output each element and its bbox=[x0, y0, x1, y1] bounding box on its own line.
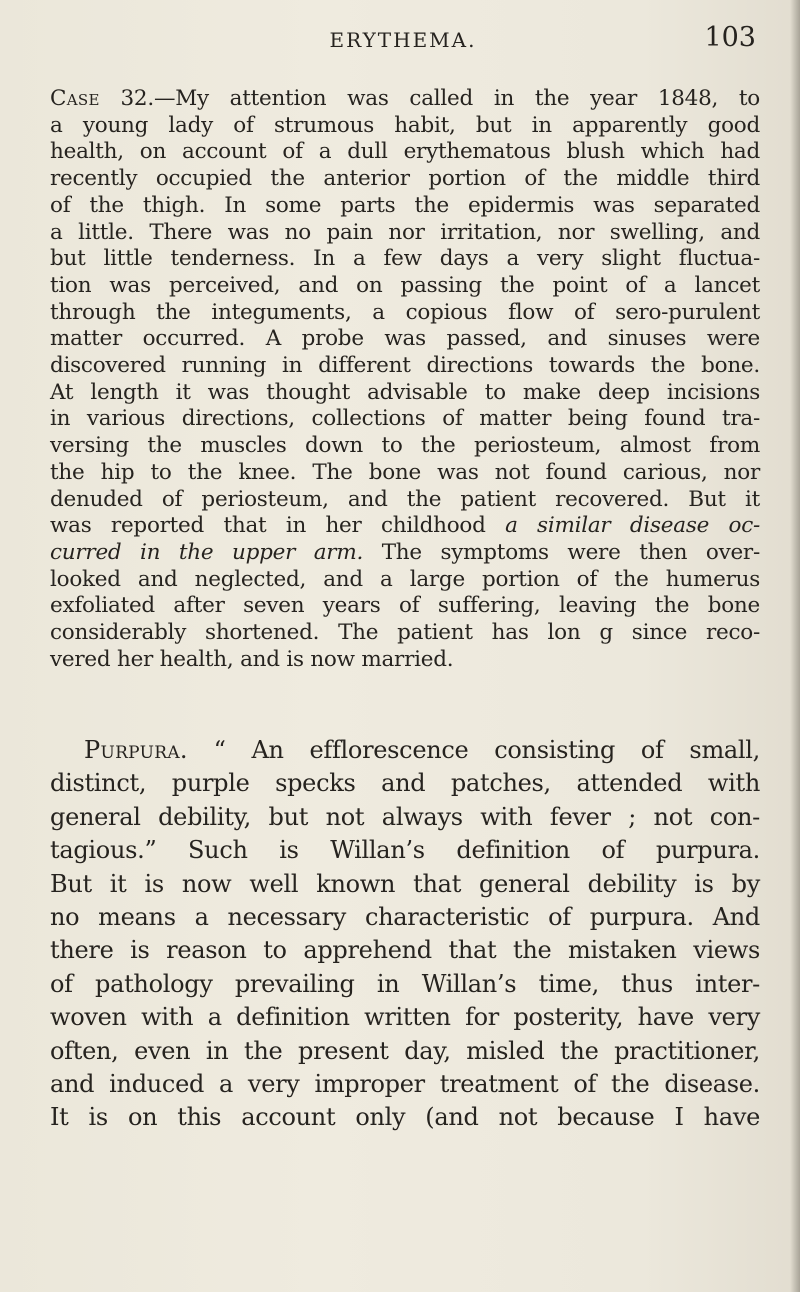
text-line: Case 32.—My attention was called in the year 1848, to bbox=[50, 86, 760, 111]
text-line: the hip to the knee. The bone was not found carious, nor bbox=[50, 459, 760, 485]
text-line: health, on account of a dull erythematous blush which had bbox=[50, 139, 760, 165]
text-line: no means a necessary characteristic of purpura. And bbox=[50, 903, 760, 932]
text-line: of pathology prevailing in Willan’s time, thus inter- bbox=[50, 969, 760, 998]
page-spine-shadow bbox=[790, 0, 800, 1292]
text-line: considerably shortened. The patient has lon g since reco- bbox=[50, 620, 760, 646]
text-line: Purpura. “ An efflorescence consisting of small, bbox=[84, 736, 760, 764]
text-line: a young lady of strumous habit, but in apparently good bbox=[50, 112, 760, 138]
italic-phrase: curred in the upper arm. bbox=[50, 539, 364, 565]
text-line: vered her health, and is now married. bbox=[50, 646, 454, 672]
text-line: often, even in the present day, misled the practitioner, bbox=[50, 1036, 760, 1065]
text-line: woven with a definition written for posterity, have very bbox=[50, 1003, 760, 1032]
text-line: general debility, but not always with fever ; not con- bbox=[50, 802, 760, 831]
running-head: ERYTHEMA. bbox=[329, 28, 477, 52]
page-number: 103 bbox=[704, 22, 756, 53]
italic-phrase: a similar disease oc- bbox=[505, 513, 761, 539]
text-line: curred in the upper arm. The symptoms were then over- bbox=[50, 539, 760, 565]
text-line: versing the muscles down to the periosteum, almost from bbox=[50, 433, 760, 459]
case-32-paragraph bbox=[50, 86, 760, 673]
text-line: recently occupied the anterior portion of the middle third bbox=[50, 166, 760, 192]
text-line: tion was perceived, and on passing the point of a lancet bbox=[50, 272, 760, 298]
text-line: but little tenderness. In a few days a very slight fluctua- bbox=[50, 246, 760, 272]
text-line: exfoliated after seven years of suffering, leaving the bone bbox=[50, 593, 760, 619]
text-line: in various directions, collections of matter being found tra- bbox=[50, 406, 760, 432]
text-line: and induced a very improper treatment of the disease. bbox=[50, 1070, 760, 1099]
text-line: But it is now well known that general debility is by bbox=[50, 869, 760, 898]
case-label: Case bbox=[50, 86, 100, 111]
text-line: denuded of periosteum, and the patient recovered. But it bbox=[50, 486, 760, 512]
text-line: through the integuments, a copious flow of sero-purulent bbox=[50, 299, 760, 325]
text-line: looked and neglected, and a large portion of the humerus bbox=[50, 566, 760, 592]
text-line: there is reason to apprehend that the mistaken views bbox=[50, 936, 760, 965]
text-line: was reported that in her childhood a similar disease oc- bbox=[50, 513, 761, 539]
page-header bbox=[50, 22, 756, 56]
text-line: At length it was thought advisable to make deep incisions bbox=[50, 379, 760, 405]
text-line: of the thigh. In some parts the epidermis was separated bbox=[50, 192, 760, 218]
text-line: distinct, purple specks and patches, attended with bbox=[50, 769, 760, 798]
text-line: a little. There was no pain nor irritation, nor swelling, and bbox=[50, 219, 760, 245]
text-line: It is on this account only (and not because I have bbox=[50, 1103, 760, 1132]
purpura-paragraph bbox=[50, 734, 760, 1135]
purpura-heading: Purpura. bbox=[84, 736, 188, 764]
text-line: discovered running in different directions towards the bone. bbox=[50, 353, 760, 379]
text-line: matter occurred. A probe was passed, and sinuses were bbox=[50, 326, 760, 352]
text-line: tagious.” Such is Willan’s definition of purpura. bbox=[50, 836, 760, 865]
